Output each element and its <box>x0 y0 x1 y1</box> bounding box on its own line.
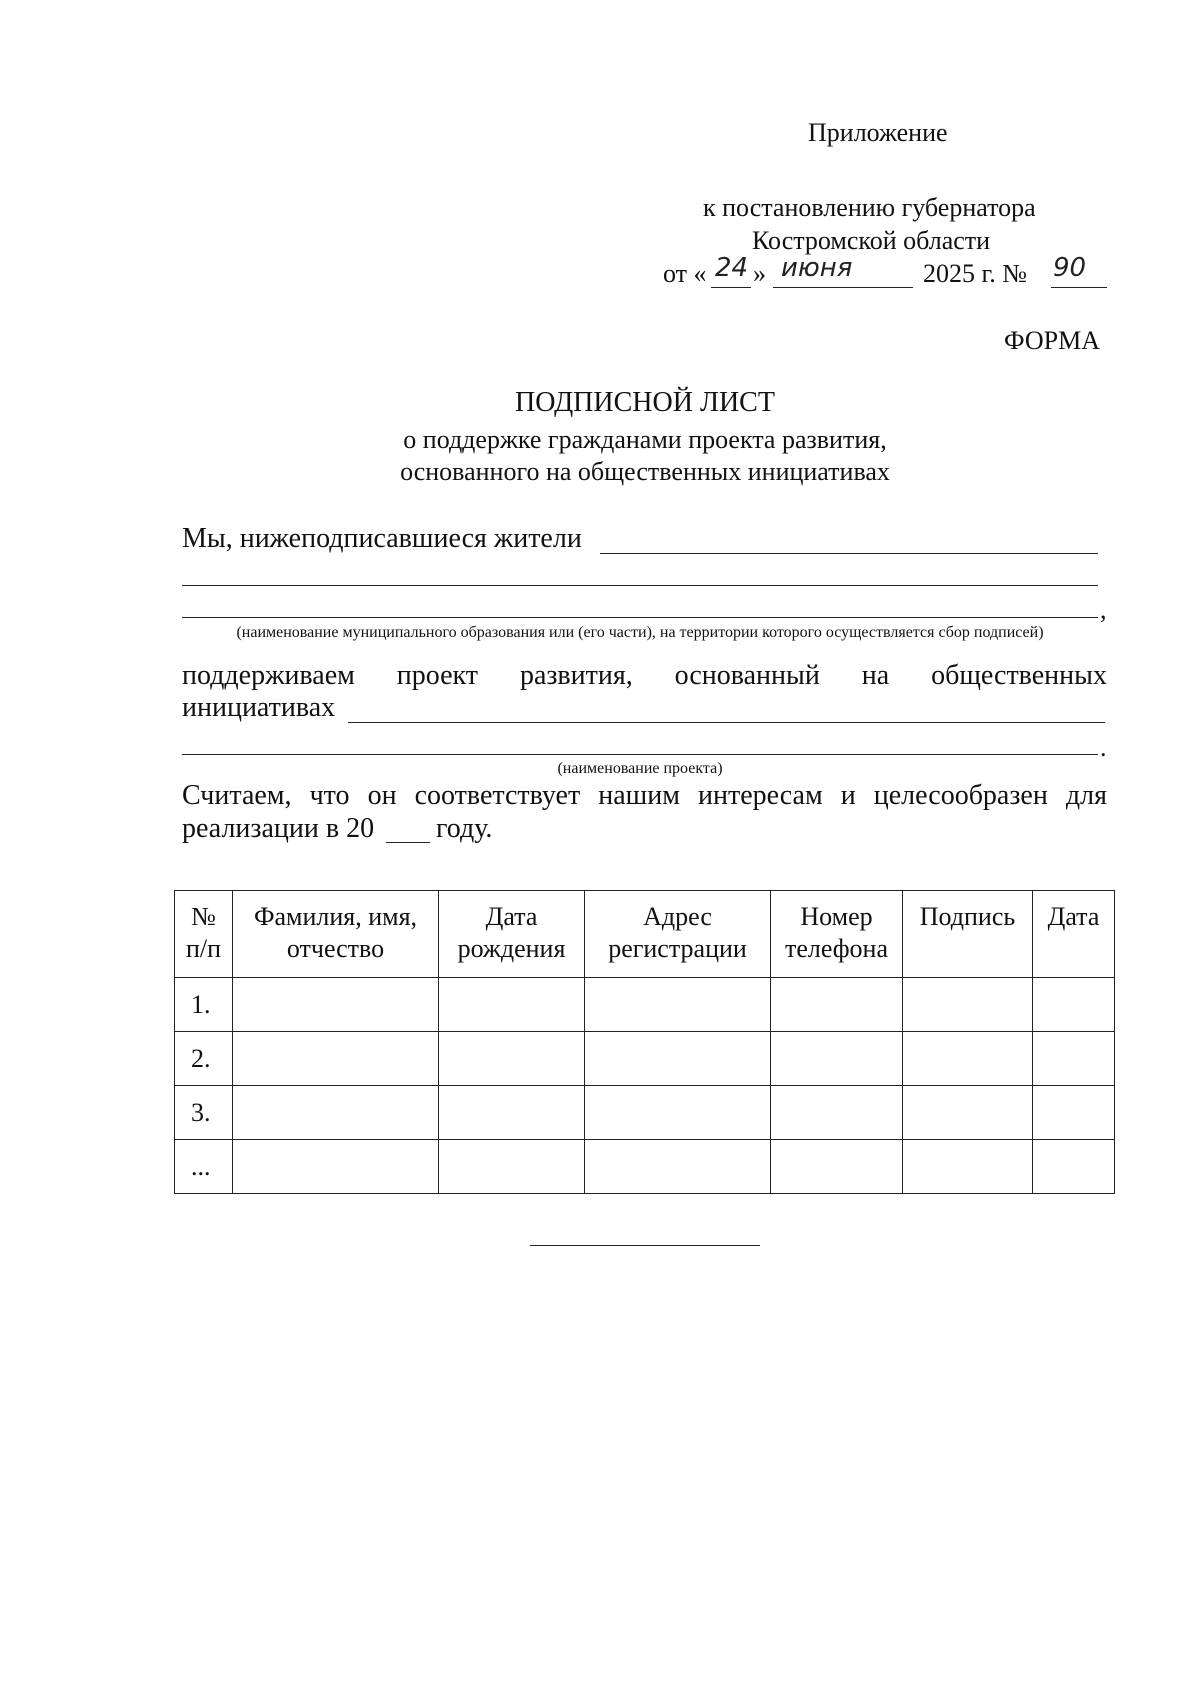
cell-phone[interactable] <box>771 1032 903 1086</box>
support-statement-line <box>182 660 1107 692</box>
cell-full-name[interactable] <box>233 978 439 1032</box>
project-name-field-line2[interactable] <box>182 754 1098 755</box>
header-date: Дата <box>1033 891 1115 978</box>
end-separator-line <box>530 1245 760 1246</box>
cell-phone[interactable] <box>771 1086 903 1140</box>
support-word: общественных <box>931 660 1107 691</box>
cell-phone[interactable] <box>771 978 903 1032</box>
cell-address[interactable] <box>585 978 771 1032</box>
decree-reference-line2: Костромской области <box>752 226 991 255</box>
row-number: ... <box>175 1140 233 1194</box>
table-row <box>175 1086 1115 1140</box>
document-subtitle-line2: основанного на общественных инициативах <box>400 457 890 486</box>
support-word: на <box>861 660 890 691</box>
cell-birth-date[interactable] <box>439 978 585 1032</box>
support-word: поддерживаем <box>182 660 355 691</box>
signature-table <box>174 890 1115 1194</box>
cell-address[interactable] <box>585 1032 771 1086</box>
consider-word: для <box>1065 780 1107 811</box>
header-phone-number: Номер телефона <box>771 891 903 978</box>
consider-word: соответствует <box>414 780 581 811</box>
header-signature: Подпись <box>903 891 1033 978</box>
project-name-field-line1[interactable] <box>348 722 1105 723</box>
municipality-field-line3[interactable] <box>182 617 1098 618</box>
consider-word: целесообразен <box>873 780 1048 811</box>
consider-statement-line <box>182 780 1107 812</box>
cell-full-name[interactable] <box>233 1086 439 1140</box>
cell-date[interactable] <box>1033 1032 1115 1086</box>
consider-word: он <box>367 780 397 811</box>
header-birth-date: Дата рождения <box>439 891 585 978</box>
date-prefix: от « <box>663 259 707 288</box>
cell-address[interactable] <box>585 1140 771 1194</box>
table-header-row <box>175 891 1115 978</box>
date-month-underline <box>773 287 913 288</box>
implementation-year-prefix: реализации в 20 <box>182 813 375 844</box>
header-number: № п/п <box>175 891 233 978</box>
table-row <box>175 1032 1115 1086</box>
cell-signature[interactable] <box>903 1140 1033 1194</box>
cell-birth-date[interactable] <box>439 1032 585 1086</box>
table-row <box>175 978 1115 1032</box>
row-number: 2. <box>175 1032 233 1086</box>
document-title: ПОДПИСНОЙ ЛИСТ <box>515 387 775 418</box>
consider-word: интересам <box>697 780 823 811</box>
cell-signature[interactable] <box>903 1032 1033 1086</box>
doc-number-underline <box>1051 287 1107 288</box>
cell-address[interactable] <box>585 1086 771 1140</box>
consider-word: и <box>840 780 856 811</box>
cell-phone[interactable] <box>771 1140 903 1194</box>
consider-word: нашим <box>598 780 680 811</box>
cell-date[interactable] <box>1033 1140 1115 1194</box>
date-month-handwritten: июня <box>781 253 853 283</box>
project-field-hint: (наименование проекта) <box>557 760 723 777</box>
cell-signature[interactable] <box>903 1086 1033 1140</box>
row-number: 1. <box>175 978 233 1032</box>
date-day-handwritten: 24 <box>715 253 749 283</box>
support-word: основанный <box>674 660 820 691</box>
consider-word: что <box>309 780 350 811</box>
support-word: проект <box>396 660 479 691</box>
initiatives-label: инициативах <box>182 692 336 723</box>
municipality-trailing-comma: , <box>1100 595 1107 624</box>
cell-birth-date[interactable] <box>439 1086 585 1140</box>
consider-word: Считаем, <box>182 780 292 811</box>
municipality-field-hint: (наименование муниципального образования или (его части), на территории которого осуществляется сбор подписей) <box>236 624 1044 641</box>
date-close-quote: » <box>753 259 766 288</box>
row-number: 3. <box>175 1086 233 1140</box>
cell-signature[interactable] <box>903 978 1033 1032</box>
residents-statement: Мы, нижеподписавшиеся жители <box>182 523 582 554</box>
cell-full-name[interactable] <box>233 1032 439 1086</box>
support-word: развития, <box>519 660 633 691</box>
form-label: ФОРМА <box>1004 326 1100 355</box>
cell-full-name[interactable] <box>233 1140 439 1194</box>
date-year-and-number-label: 2025 г. № <box>923 259 1028 288</box>
decree-date-line <box>663 253 1113 293</box>
date-day-underline <box>711 287 751 288</box>
cell-date[interactable] <box>1033 978 1115 1032</box>
municipality-field-line1[interactable] <box>600 553 1098 554</box>
doc-number-handwritten: 90 <box>1053 253 1087 283</box>
project-trailing-period: . <box>1100 733 1107 762</box>
decree-reference-line1: к постановлению губернатора <box>703 193 1036 222</box>
header-registration-address: Адрес регистрации <box>585 891 771 978</box>
cell-date[interactable] <box>1033 1086 1115 1140</box>
appendix-label: Приложение <box>808 118 948 147</box>
table-row <box>175 1140 1115 1194</box>
municipality-field-line2[interactable] <box>182 585 1098 586</box>
implementation-year-suffix: году. <box>436 813 493 844</box>
header-full-name: Фамилия, имя, отчество <box>233 891 439 978</box>
cell-birth-date[interactable] <box>439 1140 585 1194</box>
document-subtitle-line1: о поддержке гражданами проекта развития, <box>403 425 887 454</box>
implementation-year-field[interactable] <box>386 842 430 843</box>
